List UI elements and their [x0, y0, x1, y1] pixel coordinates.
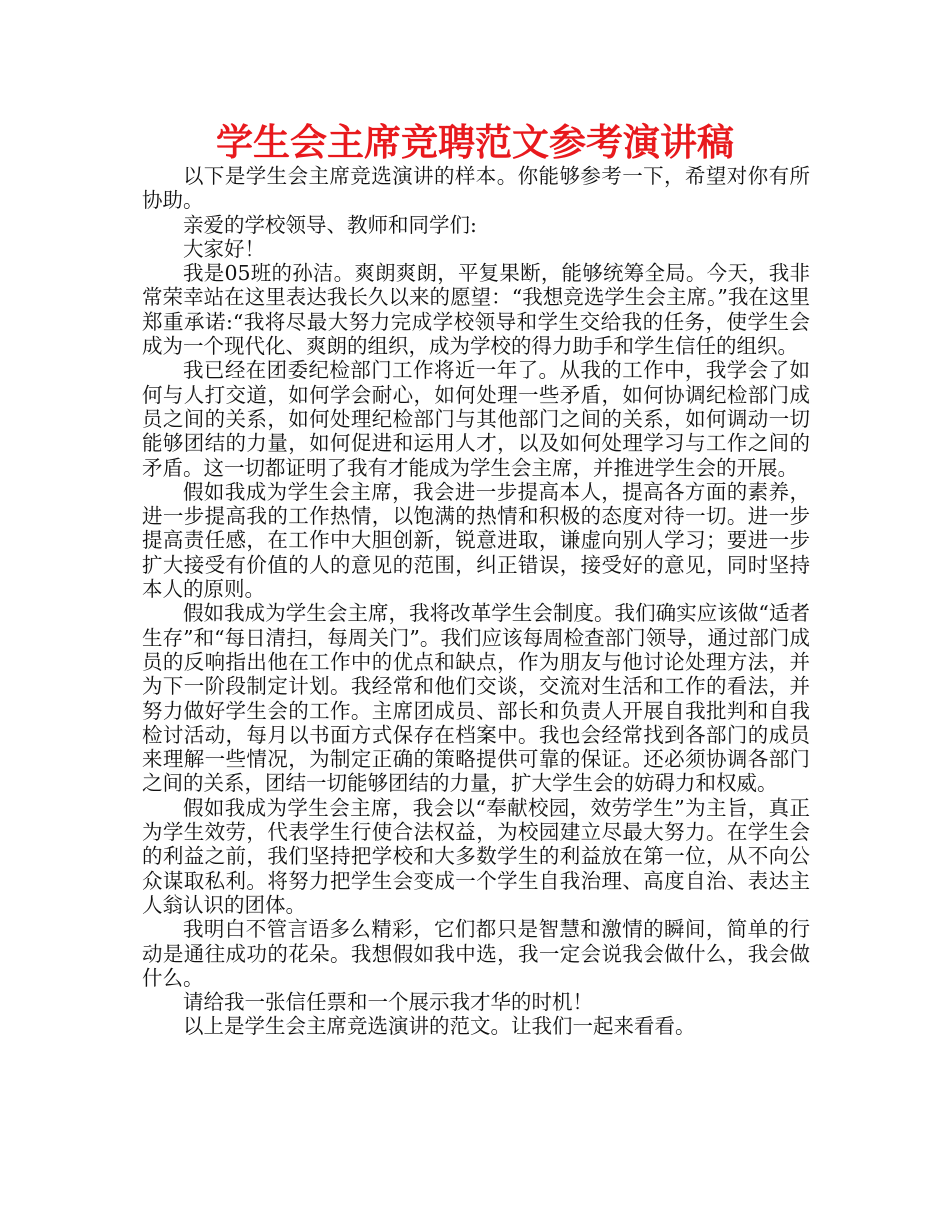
paragraph-action: 我明白不管言语多么精彩，它们都只是智慧和激情的瞬间，简单的行动是通往成功的花朵。我想假如我中选，我一定会说我会做什么，我会做什么。 [142, 917, 810, 990]
paragraph-vote-request: 请给我一张信任票和一个展示我才华的时机！ [183, 990, 593, 1015]
document-title: 学生会主席竞聘范文参考演讲稿 [216, 121, 734, 164]
paragraph-greeting: 大家好！ [183, 236, 265, 261]
paragraph-reform: 假如我成为学生会主席，我将改革学生会制度。我们确实应该做“适者生存”和“每日清扫，每周关门”。我们应该每周检查部门领导，通过部门成员的反响指出他在工作中的优点和缺点，作为朋友与他讨论处理方法，并为下一阶段制定计划。我经常和他们交谈，交流对生活和工作的看法，并努力做好学生会的工作。主席团成员、部长和负责人开展自我批判和自我检讨活动，每月以书面方式保存在档案中。我也会经常找到各部门的成员来理解一些情况，为制定正确的策略提供可靠的保证。还必须协调各部门之间的关系，团结一切能够团结的力量，扩大学生会的妨碍力和权威。 [142, 601, 810, 796]
paragraph-self-improvement: 假如我成为学生会主席，我会进一步提高本人，提高各方面的素养，进一步提高我的工作热情，以饱满的热情和积极的态度对待一切。进一步提高责任感，在工作中大胆创新，锐意进取，谦虚向别人学习；要进一步扩大接受有价值的人的意见的范围，纠正错误，接受好的意见，同时坚持本人的原则。 [142, 479, 810, 602]
paragraph-experience: 我已经在团委纪检部门工作将近一年了。从我的工作中，我学会了如何与人打交道，如何学会耐心，如何处理一些矛盾，如何协调纪检部门成员之间的关系，如何处理纪检部门与其他部门之间的关系，如何调动一切能够团结的力量，如何促进和运用人才，以及如何处理学习与工作之间的矛盾。这一切都证明了我有才能成为学生会主席，并推进学生会的开展。 [142, 358, 810, 480]
paragraph-service: 假如我成为学生会主席，我会以“奉献校园，效劳学生”为主旨，真正为学生效劳，代表学生行使合法权益，为校园建立尽最大努力。在学生会的利益之前，我们坚持把学校和大多数学生的利益放在第一位，从不向公众谋取私利。将努力把学生会变成一个学生自我治理、高度自治、表达主人翁认识的团体。 [142, 795, 810, 917]
paragraph-self-introduction: 我是05班的孙洁。爽朗爽朗，平复果断，能够统筹全局。今天，我非常荣幸站在这里表达我长久以来的愿望：“我想竞选学生会主席。”我在这里郑重承诺:“我将尽最大努力完成学校领导和学生交给我的任务，使学生会成为一个现代化、爽朗的组织，成为学校的得力助手和学生信任的组织。 [142, 261, 810, 359]
paragraph-salutation: 亲爱的学校领导、教师和同学们: [183, 212, 477, 237]
paragraph-intro: 以下是学生会主席竞选演讲的样本。你能够参考一下，希望对你有所协助。 [142, 164, 810, 213]
document-body [142, 164, 810, 1039]
paragraph-closing: 以上是学生会主席竞选演讲的范文。让我们一起来看看。 [183, 1014, 696, 1039]
